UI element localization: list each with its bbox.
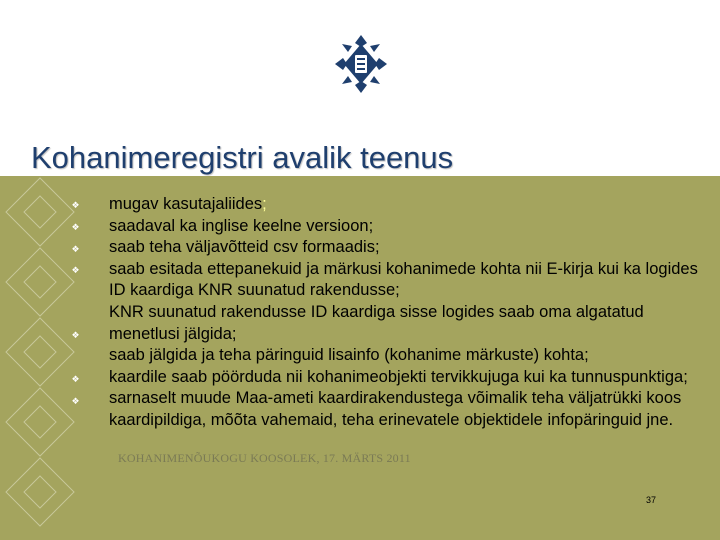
bullet-diamond-icon: ❖ (71, 396, 80, 406)
bullet-item: KNR suunatud rakendusse ID kaardiga sisse logides saab oma algatatud menetlusi jälgida; (109, 302, 644, 343)
bullet-diamond-icon: ❖ (71, 374, 80, 384)
bullet-item: saab esitada ettepanekuid ja märkusi kohanimede kohta nii E-kirja kui ka logides ID kaardiga KNR suunatud rakendusse; (109, 259, 698, 300)
bullet-item-punctuation: ; (262, 195, 267, 213)
slide-title: Kohanimeregistri avalik teenus (31, 140, 454, 175)
bullet-diamond-icon: ❖ (71, 330, 80, 340)
bullet-item: kaardile saab pöörduda nii kohanimeobjekti tervikkujuga kui ka tunnuspunktiga; (109, 367, 688, 386)
bullet-list (109, 194, 699, 432)
slide-footer: KOHANIMENÕUKOGU KOOSOLEK, 17. MÄRTS 2011 (118, 451, 411, 465)
bullet-item: saadaval ka inglise keelne versioon; (109, 216, 374, 235)
bullet-item: saab teha väljavõtteid csv formaadis; (109, 238, 380, 257)
bullet-item: mugav kasutajaliides; (109, 195, 267, 213)
bullet-diamond-icon: ❖ (71, 222, 80, 232)
logo-emblem (334, 34, 388, 94)
bullet-diamond-icon: ❖ (71, 265, 80, 275)
bullet-diamond-icon: ❖ (71, 200, 80, 210)
bullet-item: sarnaselt muude Maa-ameti kaardirakendustega võimalik teha väljatrükki koos kaardipildiga, mõõta vahemaid, teha erinevatele objektidele infopäringuid jne. (109, 389, 682, 429)
logo-emblem-icon (334, 34, 388, 94)
bullet-diamond-icon: ❖ (71, 244, 80, 254)
page-number: 37 (646, 495, 657, 505)
bullet-markers (0, 0, 110, 540)
bullet-item: saab jälgida ja teha päringuid lisainfo (kohanime märkuste) kohta; (109, 346, 589, 365)
